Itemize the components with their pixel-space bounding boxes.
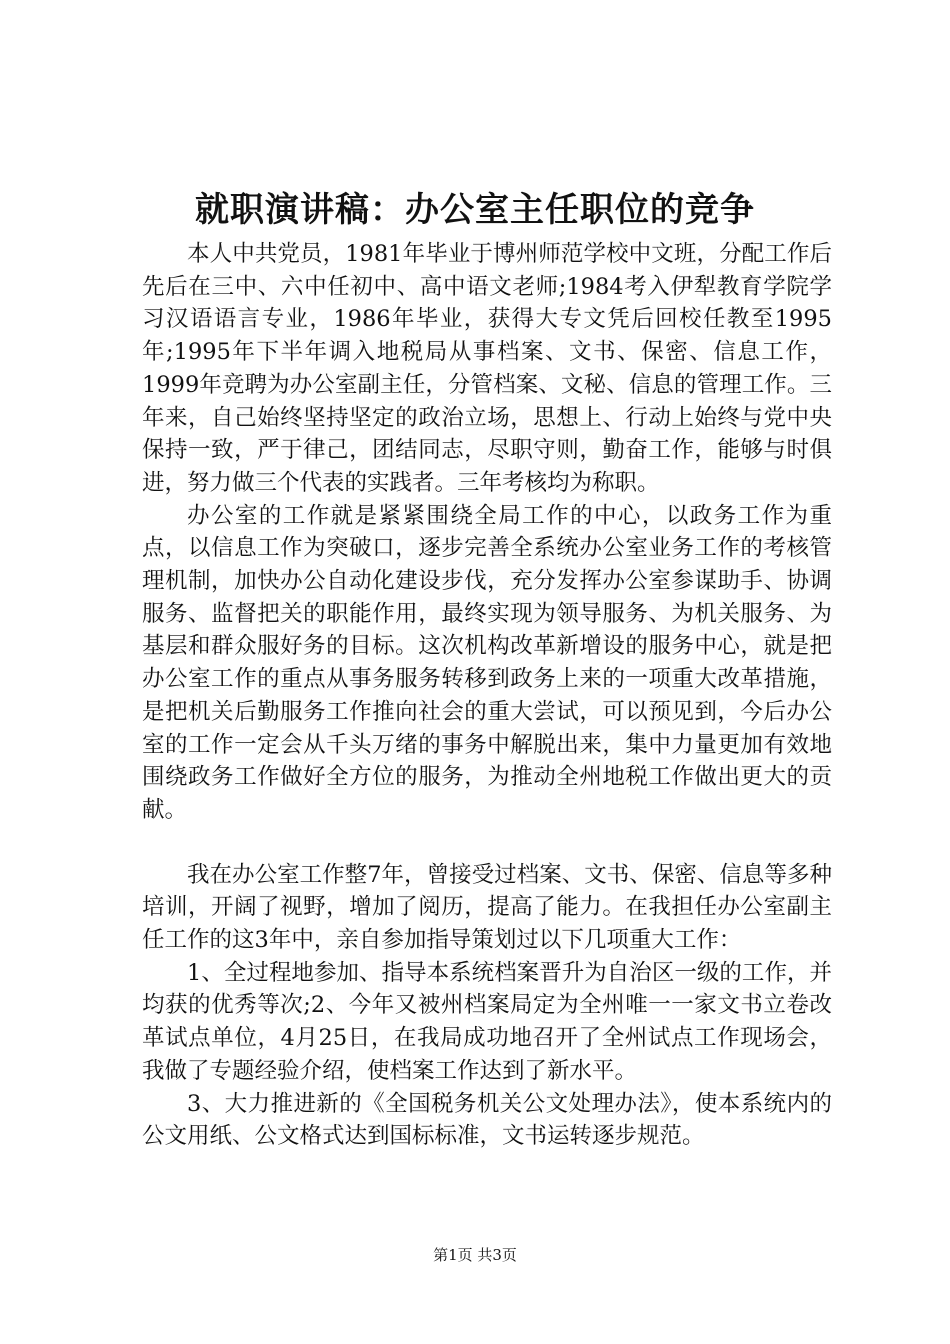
paragraph-1: 本人中共党员，1981年毕业于博州师范学校中文班，分配工作后先后在三中、六中任初中、高中语文老师;1984考入伊犁教育学院学习汉语语言专业，1986年毕业，获得大专文凭后回校任教至1995年;1995年下半年调入地税局从事档案、文书、保密、信息工作，1999年竞聘为办公室副主任，分管档案、文秘、信息的管理工作。三年来，自己始终坚持坚定的政治立场，思想上、行动上始终与党中央保持一致，严于律己，团结同志，尽职守则，勤奋工作，能够与时俱进，努力做三个代表的实践者。三年考核均为称职。 bbox=[142, 241, 832, 496]
paragraph-5: 3、大力推进新的《全国税务机关公文处理办法》，使本系统内的公文用纸、公文格式达到国标标准，文书运转逐步规范。 bbox=[142, 1090, 832, 1150]
page-footer: 第1页 共3页 bbox=[433, 1246, 517, 1264]
paragraph-2: 办公室的工作就是紧紧围绕全局工作的中心，以政务工作为重点，以信息工作为突破口，逐步完善全系统办公室业务工作的考核管理机制，加快办公自动化建设步伐，充分发挥办公室参谋助手、协调服务、监督把关的职能作用，最终实现为领导服务、为机关服务、为基层和群众服好务的目标。这次机构改革新增设的服务中心，就是把办公室工作的重点从事务服务转移到政务上来的一项重大改革措施，是把机关后勤服务工作推向社会的重大尝试，可以预见到，今后办公室的工作一定会从千头万绪的事务中解脱出来，集中力量更加有效地围绕政务工作做好全方位的服务，为推动全州地税工作做出更大的贡献。 bbox=[142, 502, 832, 823]
paragraph-4: 1、全过程地参加、指导本系统档案晋升为自治区一级的工作，并均获的优秀等次;2、今年又被州档案局定为全州唯一一家文书立卷改革试点单位，4月25日，在我局成功地召开了全州试点工作现场会，我做了专题经验介绍，使档案工作达到了新水平。 bbox=[142, 959, 832, 1084]
paragraph-3: 我在办公室工作整7年，曾接受过档案、文书、保密、信息等多种培训，开阔了视野，增加了阅历，提高了能力。在我担任办公室副主任工作的这3年中，亲自参加指导策划过以下几项重大工作： bbox=[142, 861, 832, 954]
document-title: 就职演讲稿：办公室主任职位的竞争 bbox=[195, 190, 755, 230]
document-body bbox=[142, 238, 832, 1153]
